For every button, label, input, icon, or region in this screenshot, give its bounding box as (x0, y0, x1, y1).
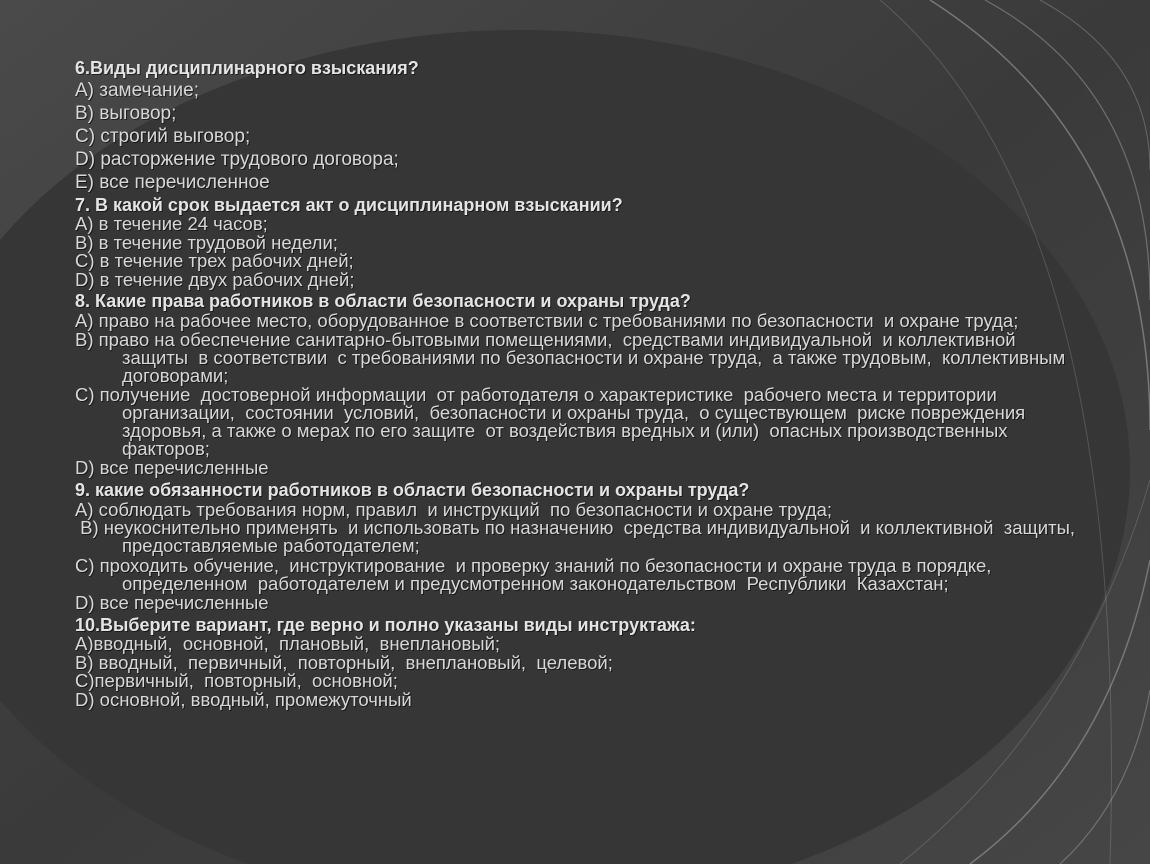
question-9-option-b: B) неукоснительно применять и использовать по назначению средства индивидуальной и коллективной защиты, (75, 517, 1076, 538)
question-7-title: 7. В какой срок выдается акт о дисциплинарном взыскании? (75, 195, 623, 215)
question-10-option-a: A)вводный, основной, плановый, внеплановый; (75, 633, 501, 654)
question-6-option-e: E) все перечисленное (75, 172, 270, 193)
question-6-option-a: A) замечание; (75, 80, 199, 101)
question-9-option-a: A) соблюдать требования норм, правил и инструкций по безопасности и охране труда; (75, 499, 833, 520)
question-8-option-c-cont: организации, состоянии условий, безопасности и охраны труда, о существующем риске повреждения (122, 402, 1026, 423)
question-8-option-b-cont: договорами; (122, 365, 229, 386)
question-8-option-b-cont: защиты в соответствии с требованиями по безопасности и охране труда, а также трудовым, коллективным (122, 347, 1066, 368)
question-10-option-b: B) вводный, первичный, повторный, внеплановый, целевой; (75, 652, 613, 673)
question-8-title: 8. Какие права работников в области безопасности и охраны труда? (75, 291, 691, 311)
question-10-option-d: D) основной, вводный, промежуточный (75, 689, 412, 710)
question-7-option-c: C) в течение трех рабочих дней; (75, 250, 354, 271)
question-6-title: 6.Виды дисциплинарного взыскания? (75, 58, 419, 78)
question-8-option-c-cont: факторов; (122, 438, 210, 459)
question-8-option-b: B) право на обеспечение санитарно-бытовыми помещениями, средствами индивидуальной и коллективной (75, 329, 1016, 350)
question-9-option-c: C) проходить обучение, инструктирование и проверку знаний по безопасности и охране труда в порядке, (75, 555, 992, 576)
question-9-option-d: D) все перечисленные (75, 592, 269, 613)
question-6-option-c: C) строгий выговор; (75, 126, 251, 147)
question-9-option-c-cont: определенном работодателем и предусмотренном законодательством Республики Казахстан; (122, 573, 949, 594)
question-9-option-b-cont: предоставляемые работодателем; (122, 535, 420, 556)
question-8-option-d: D) все перечисленные (75, 457, 269, 478)
question-7-option-d: D) в течение двух рабочих дней; (75, 269, 355, 290)
question-8-option-c-cont: здоровья, а также о мерах по его защите от воздействия вредных и (или) опасных производственных (122, 420, 1008, 441)
question-6-option-d: D) расторжение трудового договора; (75, 149, 399, 170)
question-10-option-c: C)первичный, повторный, основной; (75, 670, 398, 691)
question-8-option-c: C) получение достоверной информации от работодателя о характеристике рабочего места и территории (75, 384, 997, 405)
question-9-title: 9. какие обязанности работников в области безопасности и охраны труда? (75, 480, 750, 500)
question-8-option-a: A) право на рабочее место, оборудованное в соответствии с требованиями по безопасности и охране труда; (75, 310, 1019, 331)
question-7-option-a: A) в течение 24 часов; (75, 213, 268, 234)
question-10-title: 10.Выберите вариант, где верно и полно указаны виды инструктажа: (75, 615, 696, 635)
question-7-option-b: B) в течение трудовой недели; (75, 232, 338, 253)
question-6-option-b: B) выговор; (75, 103, 177, 124)
